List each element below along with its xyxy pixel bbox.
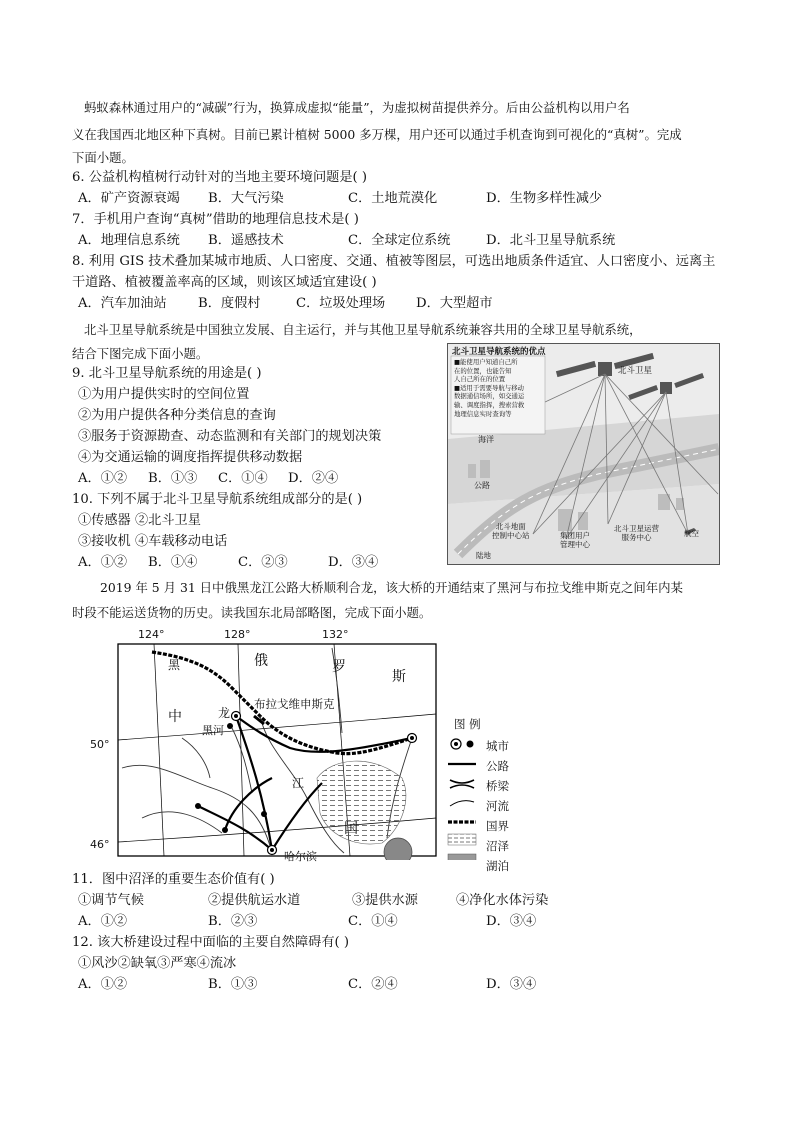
label-luo: 罗	[332, 659, 346, 675]
q11-item-4: ④净化水体污染	[456, 893, 549, 908]
q12-option-c[interactable]: C．②④	[348, 977, 398, 992]
q7-stem: 7．手机用户查询“真树”借助的地理信息技术是( )	[72, 212, 359, 227]
q9-item-1: ①为用户提供实时的空间位置	[78, 387, 250, 402]
q12-items: ①风沙②缺氧③严寒④流冰	[78, 956, 237, 971]
map-legend	[486, 736, 509, 876]
q11-item-2: ②提供航运水道	[208, 893, 301, 908]
q11-option-d[interactable]: D．③④	[486, 914, 537, 929]
q12-option-b[interactable]: B．①③	[208, 977, 258, 992]
q10-item-1: ①传感器 ②北斗卫星	[78, 513, 201, 528]
q8-option-d[interactable]: D．大型超市	[416, 296, 493, 311]
beidou-note-1: ■能使用户知道自己所	[454, 358, 518, 366]
q6-option-b[interactable]: B．大气污染	[208, 191, 284, 206]
q10-option-c[interactable]: C．②③	[238, 555, 288, 570]
legend-river: 河流	[486, 799, 509, 813]
beidou-satellite-label: 北斗卫星	[618, 366, 653, 376]
q10-item-2: ③接收机 ④车载移动电话	[78, 534, 228, 549]
legend-lake: 湖泊	[486, 859, 509, 873]
q7-option-d[interactable]: D．北斗卫星导航系统	[486, 233, 616, 248]
legend-title: 图 例	[454, 717, 481, 731]
intro1-line-3: 下面小题。	[72, 150, 134, 165]
label-land: 陆地	[476, 551, 491, 560]
q9-item-2: ②为用户提供各种分类信息的查询	[78, 408, 276, 423]
q9-option-c[interactable]: C．①④	[218, 471, 268, 486]
q6-stem: 6. 公益机构植树行动针对的当地主要环境问题是( )	[72, 170, 368, 185]
q9-option-d[interactable]: D．②④	[288, 471, 339, 486]
q11-item-1: ①调节气候	[78, 893, 144, 908]
label-ops-line-1: 北斗卫星运营	[614, 524, 659, 533]
lat-46: 46°	[90, 838, 110, 851]
label-ops-center	[614, 524, 659, 542]
label-harbin: 哈尔滨	[284, 850, 317, 863]
label-control-line-1: 北斗地面	[495, 522, 526, 531]
label-ocean: 海洋	[478, 435, 494, 444]
q6-option-a[interactable]: A．矿产资源衰竭	[78, 191, 180, 206]
label-heihe: 黑河	[202, 724, 224, 737]
intro1-line-2: 义在我国西北地区种下真树。目前已累计植树 5000 多万棵，用户还可以通过手机查询到可视化的“真树”。完成	[72, 127, 682, 142]
lat-50: 50°	[90, 738, 110, 751]
beidou-note-7: 地理信息实时查询等	[454, 409, 512, 418]
legend-road: 公路	[486, 759, 509, 773]
q12-option-d[interactable]: D．③④	[486, 977, 537, 992]
q9-option-a[interactable]: A．①②	[78, 471, 128, 486]
label-zhong: 中	[168, 709, 182, 725]
label-air: 航空	[684, 529, 699, 538]
q8-option-c[interactable]: C．垃圾处理场	[296, 296, 386, 311]
q9-item-4: ④为交通运输的调度指挥提供移动数据	[78, 450, 303, 465]
q11-option-b[interactable]: B．②③	[208, 914, 258, 929]
label-control-center	[492, 522, 530, 540]
q10-stem: 10. 下列不属于北斗卫星导航系统组成部分的是( )	[72, 492, 363, 507]
label-group-line-2: 管理中心	[560, 540, 590, 549]
label-group-line-1: 集团用户	[560, 531, 590, 540]
q8-stem-line-2: 干道路、植被覆盖率高的区域，则该区域适宜建设( )	[72, 275, 377, 290]
intro2-line-2: 结合下图完成下面小题。	[72, 346, 209, 361]
beidou-notes	[454, 358, 524, 418]
map-svg	[82, 628, 542, 860]
beidou-note-6: 输、调度指挥，搜索营救	[454, 400, 525, 409]
legend-bridge: 桥梁	[486, 779, 509, 793]
lon-132: 132°	[322, 628, 349, 641]
label-jiang: 江	[292, 776, 305, 790]
intro3-line-2: 时段不能运送货物的历史。读我国东北局部略图，完成下面小题。	[72, 605, 432, 620]
label-blagoveshchensk: 布拉戈维申斯克	[254, 697, 335, 711]
q11-option-c[interactable]: C．①④	[348, 914, 398, 929]
beidou-note-3: 人自己所在的位置	[454, 375, 506, 384]
lon-124: 124°	[138, 628, 165, 641]
label-guo: 国	[344, 821, 358, 837]
northeast-map	[82, 628, 542, 873]
label-group-users	[560, 531, 590, 549]
q12-stem: 12. 该大桥建设过程中面临的主要自然障碍有( )	[72, 935, 350, 950]
q11-stem: 11．图中沼泽的重要生态价值有( )	[72, 872, 275, 887]
label-e: 俄	[254, 653, 268, 669]
beidou-note-2: 在的位置，也能告知	[454, 366, 512, 375]
beidou-note-5: 数据通信场所，如交通运	[454, 392, 525, 401]
beidou-figure	[447, 343, 720, 565]
q6-option-d[interactable]: D．生物多样性减少	[486, 191, 603, 206]
q8-option-a[interactable]: A．汽车加油站	[78, 296, 167, 311]
q11-item-3: ③提供水源	[352, 893, 418, 908]
q8-stem-line-1: 8. 利用 GIS 技术叠加某城市地质、人口密度、交通、植被等图层，可选出地质条件适宜、人口密度小、远离主	[72, 254, 716, 269]
q10-option-a[interactable]: A．①②	[78, 555, 128, 570]
label-ops-line-2: 服务中心	[621, 533, 652, 542]
legend-swamp: 沼泽	[486, 839, 509, 853]
lon-128: 128°	[224, 628, 251, 641]
intro3-line-1: 2019 年 5 月 31 日中俄黑龙江公路大桥顺利合龙，该大桥的开通结束了黑河与布拉戈维申斯克之间年内某	[100, 580, 683, 595]
q9-item-3: ③服务于资源勘查、动态监测和有关部门的规划决策	[78, 429, 382, 444]
q11-option-a[interactable]: A．①②	[78, 914, 128, 929]
q7-option-b[interactable]: B．遥感技术	[208, 233, 284, 248]
legend-city: 城市	[486, 739, 509, 753]
map-legend-symbols	[448, 739, 476, 860]
q8-option-b[interactable]: B．度假村	[198, 296, 261, 311]
q7-option-c[interactable]: C．全球定位系统	[348, 233, 451, 248]
q9-stem: 9. 北斗卫星导航系统的用途是( )	[72, 366, 262, 381]
beidou-note-4: ■适用于需要导航与移动	[454, 383, 524, 392]
q9-option-b[interactable]: B．①③	[148, 471, 198, 486]
beidou-figure-title: 北斗卫星导航系统的优点	[452, 347, 546, 357]
label-road: 公路	[474, 481, 490, 490]
q7-option-a[interactable]: A．地理信息系统	[78, 233, 180, 248]
label-hei: 黑	[168, 658, 181, 672]
q10-option-b[interactable]: B．①④	[148, 555, 198, 570]
label-si: 斯	[392, 669, 406, 685]
label-control-line-2: 控制中心站	[492, 531, 530, 540]
q10-option-d[interactable]: D．③④	[328, 555, 379, 570]
intro1-line-1: 蚂蚁森林通过用户的“减碳”行为，换算成虚拟“能量”，为虚拟树苗提供养分。后由公益机构以用户名	[84, 100, 630, 115]
intro2-line-1: 北斗卫星导航系统是中国独立发展、自主运行，并与其他卫星导航系统兼容共用的全球卫星导航系统，	[84, 322, 642, 337]
q6-option-c[interactable]: C．土地荒漠化	[348, 191, 438, 206]
label-long: 龙	[218, 706, 231, 720]
legend-border: 国界	[486, 819, 509, 833]
q12-option-a[interactable]: A．①②	[78, 977, 128, 992]
